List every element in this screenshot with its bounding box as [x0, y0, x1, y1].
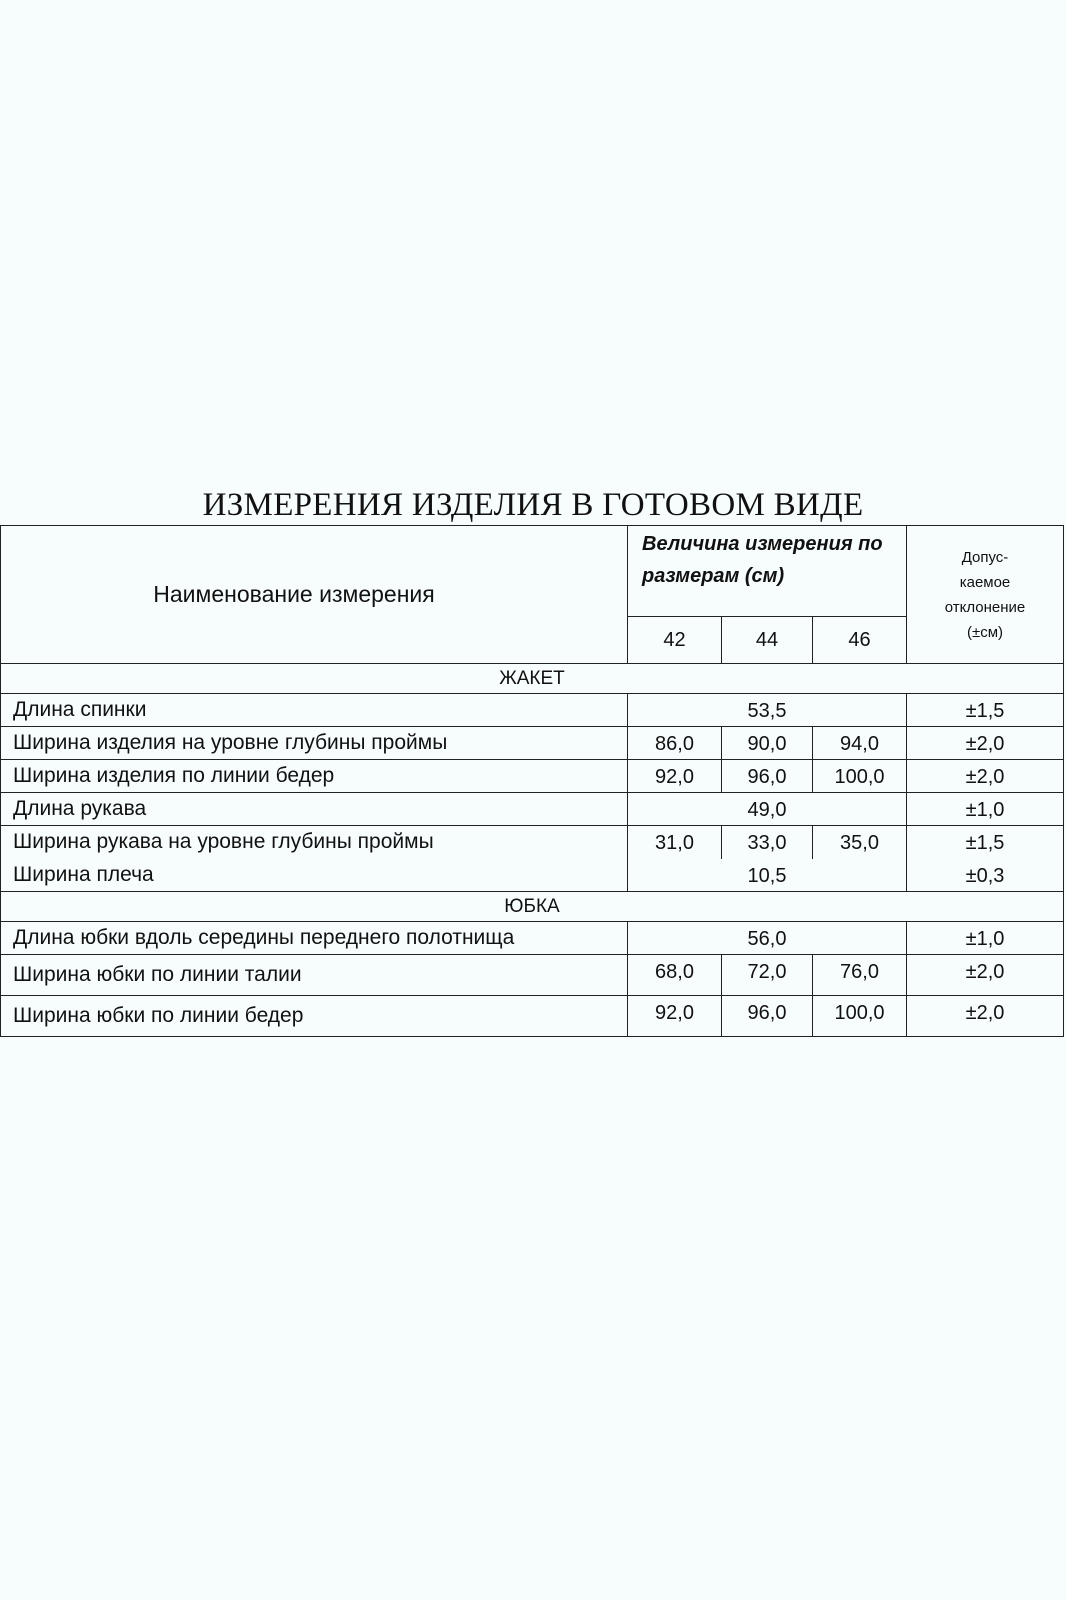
row-name: Ширина рукава на уровне глубины проймы [1, 826, 628, 859]
row-tolerance: ±1,5 [907, 694, 1064, 727]
row-tolerance: ±2,0 [907, 996, 1064, 1037]
row-name: Длина рукава [1, 793, 628, 826]
row-value: 53,5 [628, 694, 907, 727]
row-value: 10,5 [628, 859, 907, 892]
table-row [1, 793, 1064, 826]
row-value: 56,0 [628, 922, 907, 955]
row-value-46: 100,0 [813, 760, 907, 793]
row-value-42: 31,0 [628, 826, 722, 859]
row-value-44: 72,0 [722, 955, 813, 996]
row-value-42: 68,0 [628, 955, 722, 996]
measurement-table [0, 525, 1064, 1037]
page-title: ИЗМЕРЕНИЯ ИЗДЕЛИЯ В ГОТОВОМ ВИДЕ [202, 487, 864, 523]
header-tolerance-text: Допус- каемое отклонение (±см) [944, 548, 1026, 641]
row-value-42: 86,0 [628, 727, 722, 760]
row-value-44: 33,0 [722, 826, 813, 859]
size-44-header: 44 [722, 617, 813, 664]
row-name: Ширина изделия на уровне глубины проймы [1, 727, 628, 760]
size-42-header: 42 [628, 617, 722, 664]
row-tolerance: ±2,0 [907, 955, 1064, 996]
row-value-42: 92,0 [628, 760, 722, 793]
row-value-46: 94,0 [813, 727, 907, 760]
table-row [1, 694, 1064, 727]
row-name: Ширина изделия по линии бедер [1, 760, 628, 793]
header-sizes-column: Величина измерения по размерам (см) [628, 526, 907, 617]
row-value-46: 76,0 [813, 955, 907, 996]
row-value-46: 35,0 [813, 826, 907, 859]
table-row [1, 727, 1064, 760]
table-row [1, 955, 1064, 996]
row-value-44: 96,0 [722, 760, 813, 793]
row-name: Ширина юбки по линии талии [1, 955, 628, 996]
header-tolerance-column [907, 526, 1064, 664]
row-name: Ширина юбки по линии бедер [1, 996, 628, 1037]
table-row [1, 922, 1064, 955]
section-jacket: ЖАКЕТ [1, 664, 1064, 694]
table-row [1, 859, 1064, 892]
size-46-header: 46 [813, 617, 907, 664]
row-name: Ширина плеча [1, 859, 628, 892]
row-value-44: 90,0 [722, 727, 813, 760]
table-row [1, 996, 1064, 1037]
row-tolerance: ±1,5 [907, 826, 1064, 859]
row-value-42: 92,0 [628, 996, 722, 1037]
row-tolerance: ±2,0 [907, 727, 1064, 760]
row-tolerance: ±1,0 [907, 922, 1064, 955]
header-name-column: Наименование измерения [1, 526, 628, 664]
table-row [1, 760, 1064, 793]
row-tolerance: ±2,0 [907, 760, 1064, 793]
row-name: Длина юбки вдоль середины переднего полотнища [1, 922, 628, 955]
table-row [1, 826, 1064, 859]
row-name: Длина спинки [1, 694, 628, 727]
row-value-46: 100,0 [813, 996, 907, 1037]
row-value: 49,0 [628, 793, 907, 826]
row-tolerance: ±1,0 [907, 793, 1064, 826]
row-value-44: 96,0 [722, 996, 813, 1037]
row-tolerance: ±0,3 [907, 859, 1064, 892]
section-skirt: ЮБКА [1, 892, 1064, 922]
